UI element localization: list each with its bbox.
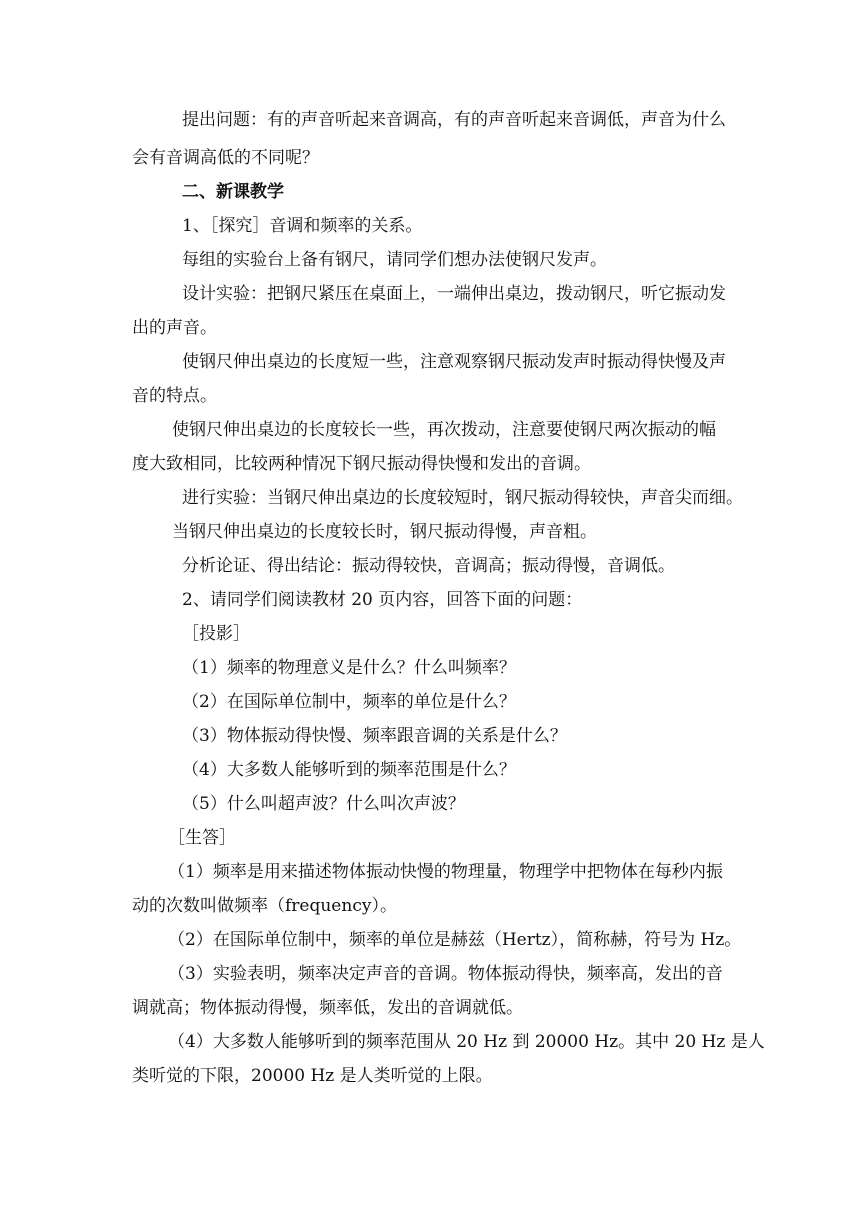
question-line-1: 提出问题：有的声音听起来音调高，有的声音听起来音调低，声音为什么 <box>182 110 726 130</box>
answer-item: 动的次数叫做频率（frequency）。 <box>132 896 397 916</box>
answer-item: 调就高；物体振动得慢，频率低，发出的音调就低。 <box>132 998 523 1018</box>
paragraph-line: 使钢尺伸出桌边的长度较长一些，再次拨动，注意要使钢尺两次振动的幅 <box>172 420 716 440</box>
reading-task-heading: 2、请同学们阅读教材 20 页内容，回答下面的问题： <box>182 590 583 610</box>
question-item: （1）频率的物理意义是什么？什么叫频率？ <box>182 658 516 678</box>
paragraph-line: 进行实验：当钢尺伸出桌边的长度较短时，钢尺振动得较快，声音尖而细。 <box>182 488 743 508</box>
paragraph-line: 分析论证、得出结论：振动得较快，音调高；振动得慢，音调低。 <box>182 556 675 576</box>
question-item: （3）物体振动得快慢、频率跟音调的关系是什么？ <box>182 726 567 746</box>
paragraph-line: 度大致相同，比较两种情况下钢尺振动得快慢和发出的音调。 <box>132 454 591 474</box>
paragraph-line: 使钢尺伸出桌边的长度短一些，注意观察钢尺振动发声时振动得快慢及声 <box>182 352 726 372</box>
question-line-2: 会有音调高低的不同呢？ <box>132 148 319 168</box>
answer-item: （1）频率是用来描述物体振动快慢的物理量，物理学中把物体在每秒内振 <box>168 862 723 882</box>
paragraph-line: 音的特点。 <box>132 386 217 406</box>
explore-heading: 1、［探究］音调和频率的关系。 <box>182 216 423 236</box>
paragraph-line: 每组的实验台上备有钢尺，请同学们想办法使钢尺发声。 <box>182 250 607 270</box>
question-item: （2）在国际单位制中，频率的单位是什么？ <box>182 692 516 712</box>
answer-item: （4）大多数人能够听到的频率范围从 20 Hz 到 20000 Hz。其中 20 Hz 是人 <box>168 1032 765 1052</box>
paragraph-line: 出的声音。 <box>132 318 217 338</box>
paragraph-line: 当钢尺伸出桌边的长度较长时，钢尺振动得慢，声音粗。 <box>172 522 597 542</box>
answer-item: 类听觉的下限，20000 Hz 是人类听觉的上限。 <box>132 1066 493 1086</box>
section-heading: 二、新课教学 <box>182 182 284 202</box>
question-item: （4）大多数人能够听到的频率范围是什么？ <box>182 760 516 780</box>
question-item: （5）什么叫超声波？什么叫次声波？ <box>182 794 465 814</box>
projection-label: ［投影］ <box>182 624 250 644</box>
answer-label: ［生答］ <box>168 828 236 848</box>
paragraph-line: 设计实验：把钢尺紧压在桌面上，一端伸出桌边，拨动钢尺，听它振动发 <box>182 284 726 304</box>
answer-item: （3）实验表明，频率决定声音的音调。物体振动得快，频率高，发出的音 <box>168 964 723 984</box>
answer-item: （2）在国际单位制中，频率的单位是赫兹（Hertz），简称赫，符号为 Hz。 <box>168 930 742 950</box>
